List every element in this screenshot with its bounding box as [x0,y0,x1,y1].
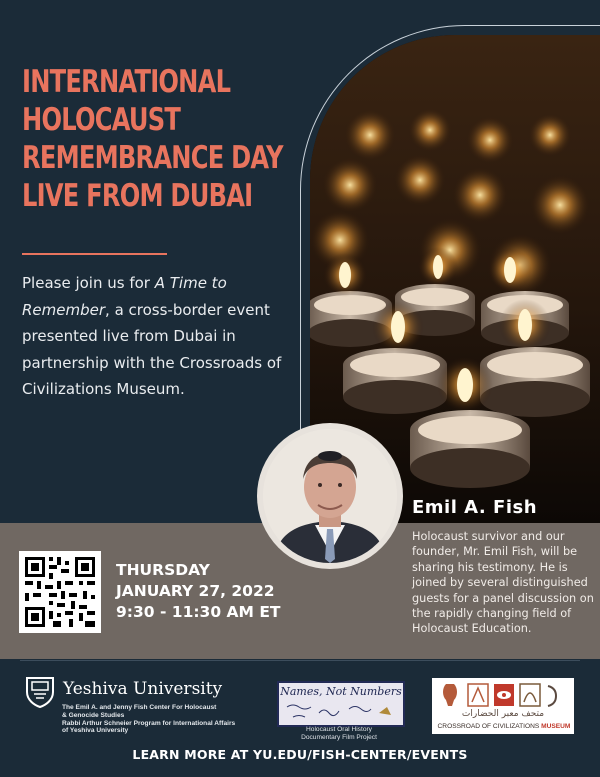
nnn-caption [262,726,416,742]
nnn-signatures-icon [279,683,403,725]
title-line-3: REMEMBRANCE DAY [22,140,283,176]
qr-code[interactable] [19,551,101,633]
museum-arabic-name: متحف معبر الحضارات [461,709,545,719]
footer-link[interactable]: LEARN MORE AT YU.EDU/FISH-CENTER/EVENTS [132,747,468,762]
intro-post: , a cross-border event presented live from Dubai in partnership with the Crossroads of Civilizations Museum. [22,300,282,398]
intro-pre: Please join us for [22,274,155,292]
museum-label [435,723,573,730]
title-line-2: HOLOCAUST [22,102,181,138]
nnn-caption-1: Holocaust Oral History [306,726,372,733]
intro-text [22,270,282,403]
museum-label-main: CROSSROAD OF CIVILIZATIONS [437,723,540,730]
speaker-portrait [263,429,397,563]
speaker-bio: Holocaust survivor and our founder, Mr. Emil Fish, will be sharing his testimony. He is joined by several distinguished guests for a panel discussion on the rapidly changing field of Holocaust Education. [412,530,594,636]
speaker-name: Emil A. Fish [412,497,538,518]
museum-emblems-icon [432,680,574,710]
yeshiva-logo-text: Yeshiva University [63,679,223,699]
yu-line-2: & Genocide Studies [62,711,125,719]
yeshiva-crest-icon [22,672,58,708]
title-line-1: INTERNATIONAL [22,64,231,100]
names-not-numbers-logo [277,681,405,727]
crossroads-museum-logo [432,678,574,734]
title-line-4: LIVE FROM DUBAI [22,178,253,214]
nnn-title: Names, Not Numbers [280,685,402,698]
title-underline [22,253,167,255]
event-date: JANUARY 27, 2022 [116,582,275,600]
yu-line-4: of Yeshiva University [62,727,129,735]
yu-line-1: The Emil A. and Jenny Fish Center For Holocaust [62,704,217,711]
intro-italic: A Time to Remember [22,274,227,319]
yu-line-3: Rabbi Arthur Schneier Program for International Affairs [62,719,236,727]
speaker-photo [263,429,397,563]
qr-code-icon [19,551,101,633]
event-time: 9:30 - 11:30 AM ET [116,603,281,621]
museum-label-bold: MUSEUM [541,723,571,730]
logos-divider [20,660,580,661]
event-day: THURSDAY [116,561,210,579]
nnn-caption-2: Documentary Film Project [301,734,377,741]
yeshiva-subtitle [62,704,262,735]
event-date-block [116,560,281,623]
event-title [22,63,283,215]
